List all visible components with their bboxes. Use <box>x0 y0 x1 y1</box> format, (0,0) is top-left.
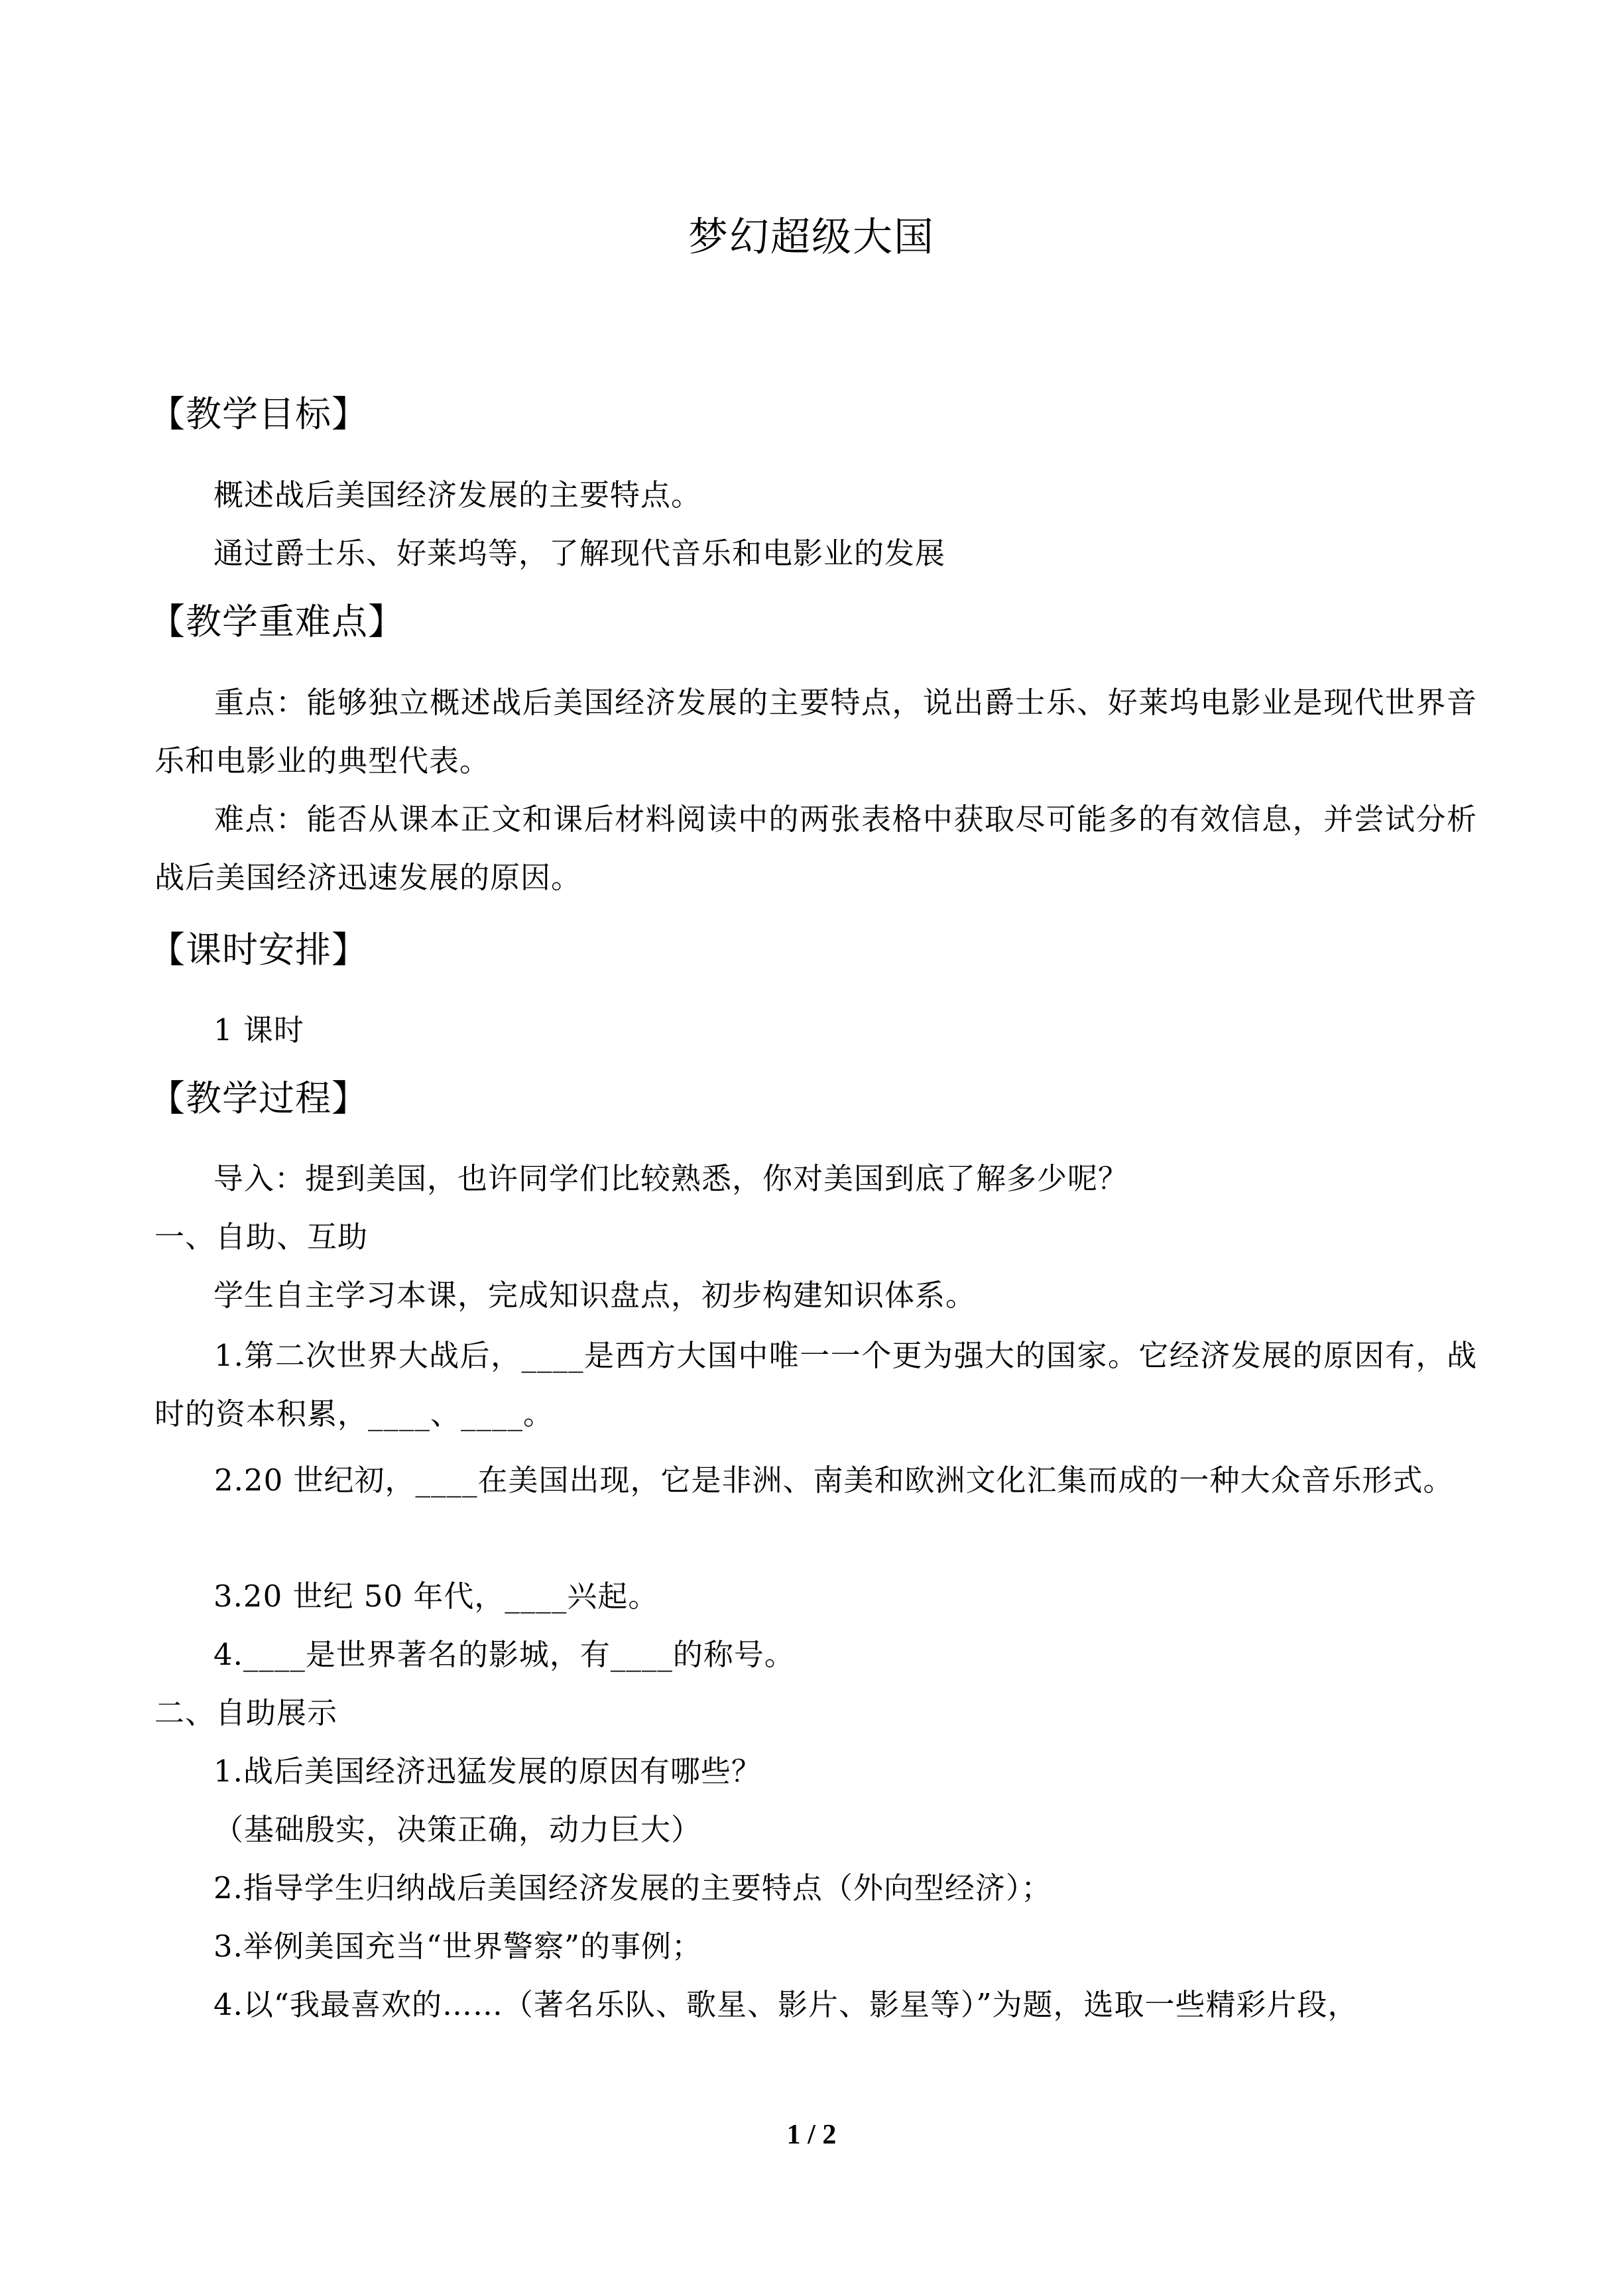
part1-item-3: 3.20 世纪 50 年代，____兴起。 <box>213 1579 659 1614</box>
heading-schedule: 【课时安排】 <box>149 929 368 971</box>
process-intro: 导入：提到美国，也许同学们比较熟悉，你对美国到底了解多少呢？ <box>213 1161 1129 1196</box>
part1-item-4: 4.____是世界著名的影城，有____的称号。 <box>213 1637 795 1672</box>
objective-line-2: 通过爵士乐、好莱坞等，了解现代音乐和电影业的发展 <box>213 536 946 571</box>
part1-item-1: 1.第二次世界大战后，____是西方大国中唯一一个更为强大的国家。它经济发展的原因有，战时的资本积累，____、____。 <box>154 1338 1477 1431</box>
page-number: 1 / 2 <box>786 2120 837 2150</box>
part2-heading: 二、自助展示 <box>154 1695 338 1730</box>
part1-item-2: 2.20 世纪初，____在美国出现，它是非洲、南美和欧洲文化汇集而成的一种大众音乐形式。 <box>214 1463 1454 1498</box>
heading-key-points: 【教学重难点】 <box>149 601 404 642</box>
part2-item-2: 2.指导学生归纳战后美国经济发展的主要特点（外向型经济）； <box>213 1870 1052 1905</box>
difficulty-paragraph: 难点：能否从课本正文和课后材料阅读中的两张表格中获取尽可能多的有效信息，并尝试分析战后美国经济迅速发展的原因。 <box>154 802 1477 895</box>
part2-item-1-answer: （基础殷实，决策正确，动力巨大） <box>213 1812 702 1847</box>
document-title: 梦幻超级大国 <box>688 214 935 261</box>
schedule-line: 1 课时 <box>213 1012 304 1048</box>
part1-lead: 学生自主学习本课，完成知识盘点，初步构建知识体系。 <box>213 1278 977 1313</box>
objective-line-1: 概述战后美国经济发展的主要特点。 <box>213 477 702 513</box>
part2-item-1: 1.战后美国经济迅猛发展的原因有哪些？ <box>213 1754 762 1789</box>
key-point-paragraph: 重点：能够独立概述战后美国经济发展的主要特点，说出爵士乐、好莱坞电影业是现代世界音乐和电影业的典型代表。 <box>154 685 1477 778</box>
part2-item-4: 4.以“我最喜欢的……（著名乐队、歌星、影片、影星等）”为题，选取一些精彩片段， <box>213 1987 1358 2022</box>
heading-objectives: 【教学目标】 <box>149 393 368 435</box>
heading-process: 【教学过程】 <box>149 1077 368 1119</box>
part1-heading: 一、自助、互助 <box>154 1219 369 1254</box>
part2-item-3: 3.举例美国充当“世界警察”的事例； <box>213 1929 702 1964</box>
